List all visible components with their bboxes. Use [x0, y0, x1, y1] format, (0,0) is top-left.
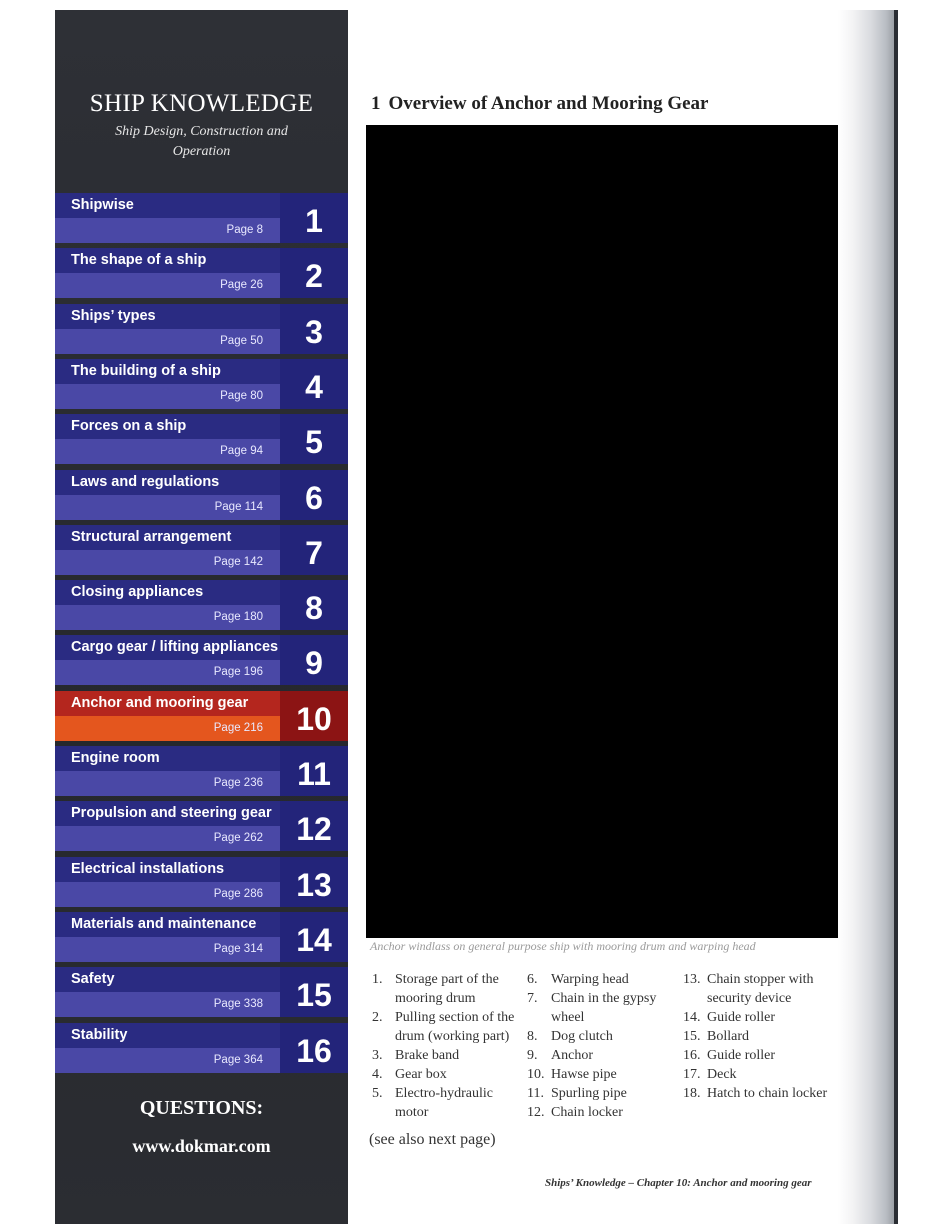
- legend-number: 6.: [527, 972, 538, 987]
- legend-text: Pulling section of the drum (working part): [395, 1010, 515, 1044]
- legend-text: Chain stopper with security device: [707, 972, 814, 1006]
- legend-number: 12.: [527, 1105, 545, 1120]
- legend-item: [527, 1103, 677, 1122]
- chapter-title: Materials and maintenance: [71, 916, 257, 932]
- legend-item: [527, 1027, 677, 1046]
- chapter-page: Page 114: [214, 501, 263, 513]
- chapter-number: 2: [305, 258, 323, 294]
- chapter-page: Page 338: [213, 998, 263, 1010]
- page-gutter-shadow: [838, 10, 898, 1224]
- chapter-title: Structural arrangement: [71, 529, 232, 545]
- chapter-title: The building of a ship: [71, 363, 221, 379]
- legend-column-2: [527, 970, 677, 1122]
- chapter-page: Page 196: [213, 666, 263, 678]
- chapter-page: Page 50: [220, 335, 263, 347]
- chapter-item-1[interactable]: [55, 193, 348, 243]
- legend-item: [683, 970, 833, 1008]
- chapter-item-7[interactable]: [55, 525, 348, 575]
- chapter-number: 12: [296, 811, 332, 847]
- legend-item: [683, 1046, 833, 1065]
- legend-item: [683, 1027, 833, 1046]
- legend-text: Brake band: [395, 1048, 460, 1063]
- legend-item: [527, 1084, 677, 1103]
- chapter-title: Closing appliances: [71, 584, 204, 600]
- legend-item: [372, 1008, 522, 1046]
- chapter-item-6[interactable]: [55, 470, 348, 520]
- chapter-title: Shipwise: [71, 197, 134, 213]
- legend-number: 17.: [683, 1067, 701, 1082]
- chapter-page: Page 236: [213, 777, 263, 789]
- legend-number: 15.: [683, 1029, 701, 1044]
- chapter-page: Page 94: [220, 445, 263, 457]
- chapter-title: Cargo gear / lifting appliances: [71, 639, 279, 655]
- legend-number: 7.: [527, 991, 538, 1006]
- section-title: Overview of Anchor and Mooring Gear: [388, 93, 709, 114]
- legend-number: 3.: [372, 1048, 383, 1063]
- chapter-item-12[interactable]: [55, 801, 348, 851]
- chapter-number: 9: [305, 645, 323, 681]
- chapter-title: Safety: [71, 971, 115, 987]
- legend-item: [372, 1084, 522, 1122]
- legend-number: 16.: [683, 1048, 701, 1063]
- chapter-title: The shape of a ship: [71, 252, 207, 268]
- chapter-item-9[interactable]: [55, 635, 348, 685]
- legend-number: 8.: [527, 1029, 538, 1044]
- legend-text: Guide roller: [707, 1010, 776, 1025]
- chapter-page: Page 364: [213, 1054, 263, 1066]
- chapter-title: Propulsion and steering gear: [71, 805, 272, 821]
- legend-number: 13.: [683, 972, 701, 987]
- chapter-number: 13: [296, 867, 332, 903]
- chapter-page: Page 180: [213, 611, 263, 623]
- chapter-item-15[interactable]: [55, 967, 348, 1017]
- chapter-item-14[interactable]: [55, 912, 348, 962]
- legend-text: Chain in the gypsy wheel: [551, 991, 657, 1025]
- legend-item: [527, 1046, 677, 1065]
- legend-column-1: [372, 970, 522, 1122]
- legend-item: [683, 1065, 833, 1084]
- legend-text: Hatch to chain locker: [707, 1086, 828, 1101]
- section-heading: [371, 93, 708, 115]
- legend-number: 5.: [372, 1086, 383, 1101]
- see-also-note: (see also next page): [369, 1131, 496, 1148]
- chapter-title: Anchor and mooring gear: [71, 695, 249, 711]
- chapter-title: Forces on a ship: [71, 418, 187, 434]
- legend-text: Storage part of the mooring drum: [395, 972, 499, 1006]
- chapter-number: 14: [296, 922, 332, 958]
- legend-number: 11.: [527, 1086, 544, 1101]
- chapter-number: 5: [305, 424, 323, 460]
- website-link[interactable]: www.dokmar.com: [132, 1136, 271, 1156]
- legend-item: [372, 970, 522, 1008]
- legend-item: [527, 989, 677, 1027]
- legend-text: Spurling pipe: [551, 1086, 627, 1101]
- chapter-page: Page 286: [213, 888, 263, 900]
- chapter-title: Laws and regulations: [71, 474, 220, 490]
- legend-text: Chain locker: [551, 1105, 623, 1120]
- legend-text: Bollard: [707, 1029, 749, 1044]
- brand-subtitle: Ship Design, Construction and Operation: [115, 124, 288, 159]
- chapter-page: Page 216: [213, 722, 263, 734]
- chapter-item-3[interactable]: [55, 304, 348, 354]
- legend-text: Anchor: [551, 1048, 593, 1063]
- chapter-page: Page 8: [226, 224, 263, 236]
- chapter-title: Ships’ types: [71, 308, 156, 324]
- chapter-page: Page 80: [220, 390, 263, 402]
- legend-item: [372, 1046, 522, 1065]
- chapter-number: 4: [305, 369, 323, 405]
- chapter-title: Engine room: [71, 750, 160, 766]
- legend-text: Hawse pipe: [551, 1067, 617, 1082]
- legend-item: [372, 1065, 522, 1084]
- chapter-item-4[interactable]: [55, 359, 348, 409]
- chapter-number: 10: [296, 701, 332, 737]
- chapter-item-10[interactable]: [55, 691, 348, 741]
- chapter-item-13[interactable]: [55, 857, 348, 907]
- chapter-number: 15: [296, 977, 332, 1013]
- chapter-number: 8: [305, 590, 323, 626]
- chapter-page: Page 262: [213, 832, 263, 844]
- chapter-number: 7: [305, 535, 323, 571]
- chapter-number: 16: [296, 1033, 332, 1069]
- sidebar: [55, 10, 348, 1224]
- legend-number: 1.: [372, 972, 383, 987]
- legend-number: 9.: [527, 1048, 538, 1063]
- chapter-title: Electrical installations: [71, 861, 225, 877]
- chapter-title: Stability: [71, 1027, 128, 1043]
- legend-text: Guide roller: [707, 1048, 776, 1063]
- chapter-item-8[interactable]: [55, 580, 348, 630]
- legend-column-3: [683, 970, 833, 1103]
- legend-text: Deck: [707, 1067, 737, 1082]
- chapter-number: 6: [305, 480, 323, 516]
- legend-item: [527, 1065, 677, 1084]
- legend-number: 4.: [372, 1067, 383, 1082]
- questions-label: QUESTIONS:: [139, 1097, 264, 1119]
- chapter-number: 11: [297, 756, 331, 792]
- legend-item: [527, 970, 677, 989]
- page-edge: [894, 10, 898, 1224]
- legend-text: Warping head: [551, 972, 629, 987]
- chapter-page: Page 142: [213, 556, 263, 568]
- figure-caption: Anchor windlass on general purpose ship with mooring drum and warping head: [370, 939, 756, 953]
- legend-item: [683, 1008, 833, 1027]
- chapter-number: 3: [305, 314, 323, 350]
- chapter-page: Page 314: [213, 943, 263, 955]
- chapter-item-11[interactable]: [55, 746, 348, 796]
- chapter-item-5[interactable]: [55, 414, 348, 464]
- chapter-page: Page 26: [220, 279, 263, 291]
- page-footer: Ships’ Knowledge – Chapter 10: Anchor and mooring gear: [545, 1177, 812, 1189]
- legend-number: 18.: [683, 1086, 701, 1101]
- legend-number: 10.: [527, 1067, 545, 1082]
- chapter-item-2[interactable]: [55, 248, 348, 298]
- legend-item: [683, 1084, 833, 1103]
- legend-text: Dog clutch: [551, 1029, 613, 1044]
- legend-text: Gear box: [395, 1067, 447, 1082]
- windlass-figure: [366, 125, 838, 938]
- chapter-item-16[interactable]: [55, 1023, 348, 1073]
- section-number: 1: [371, 93, 381, 114]
- brand-title: SHIP KNOWLEDGE: [89, 90, 314, 117]
- legend-number: 14.: [683, 1010, 701, 1025]
- chapter-number: 1: [305, 203, 323, 239]
- legend-text: Electro-hydraulic motor: [395, 1086, 493, 1120]
- legend-number: 2.: [372, 1010, 383, 1025]
